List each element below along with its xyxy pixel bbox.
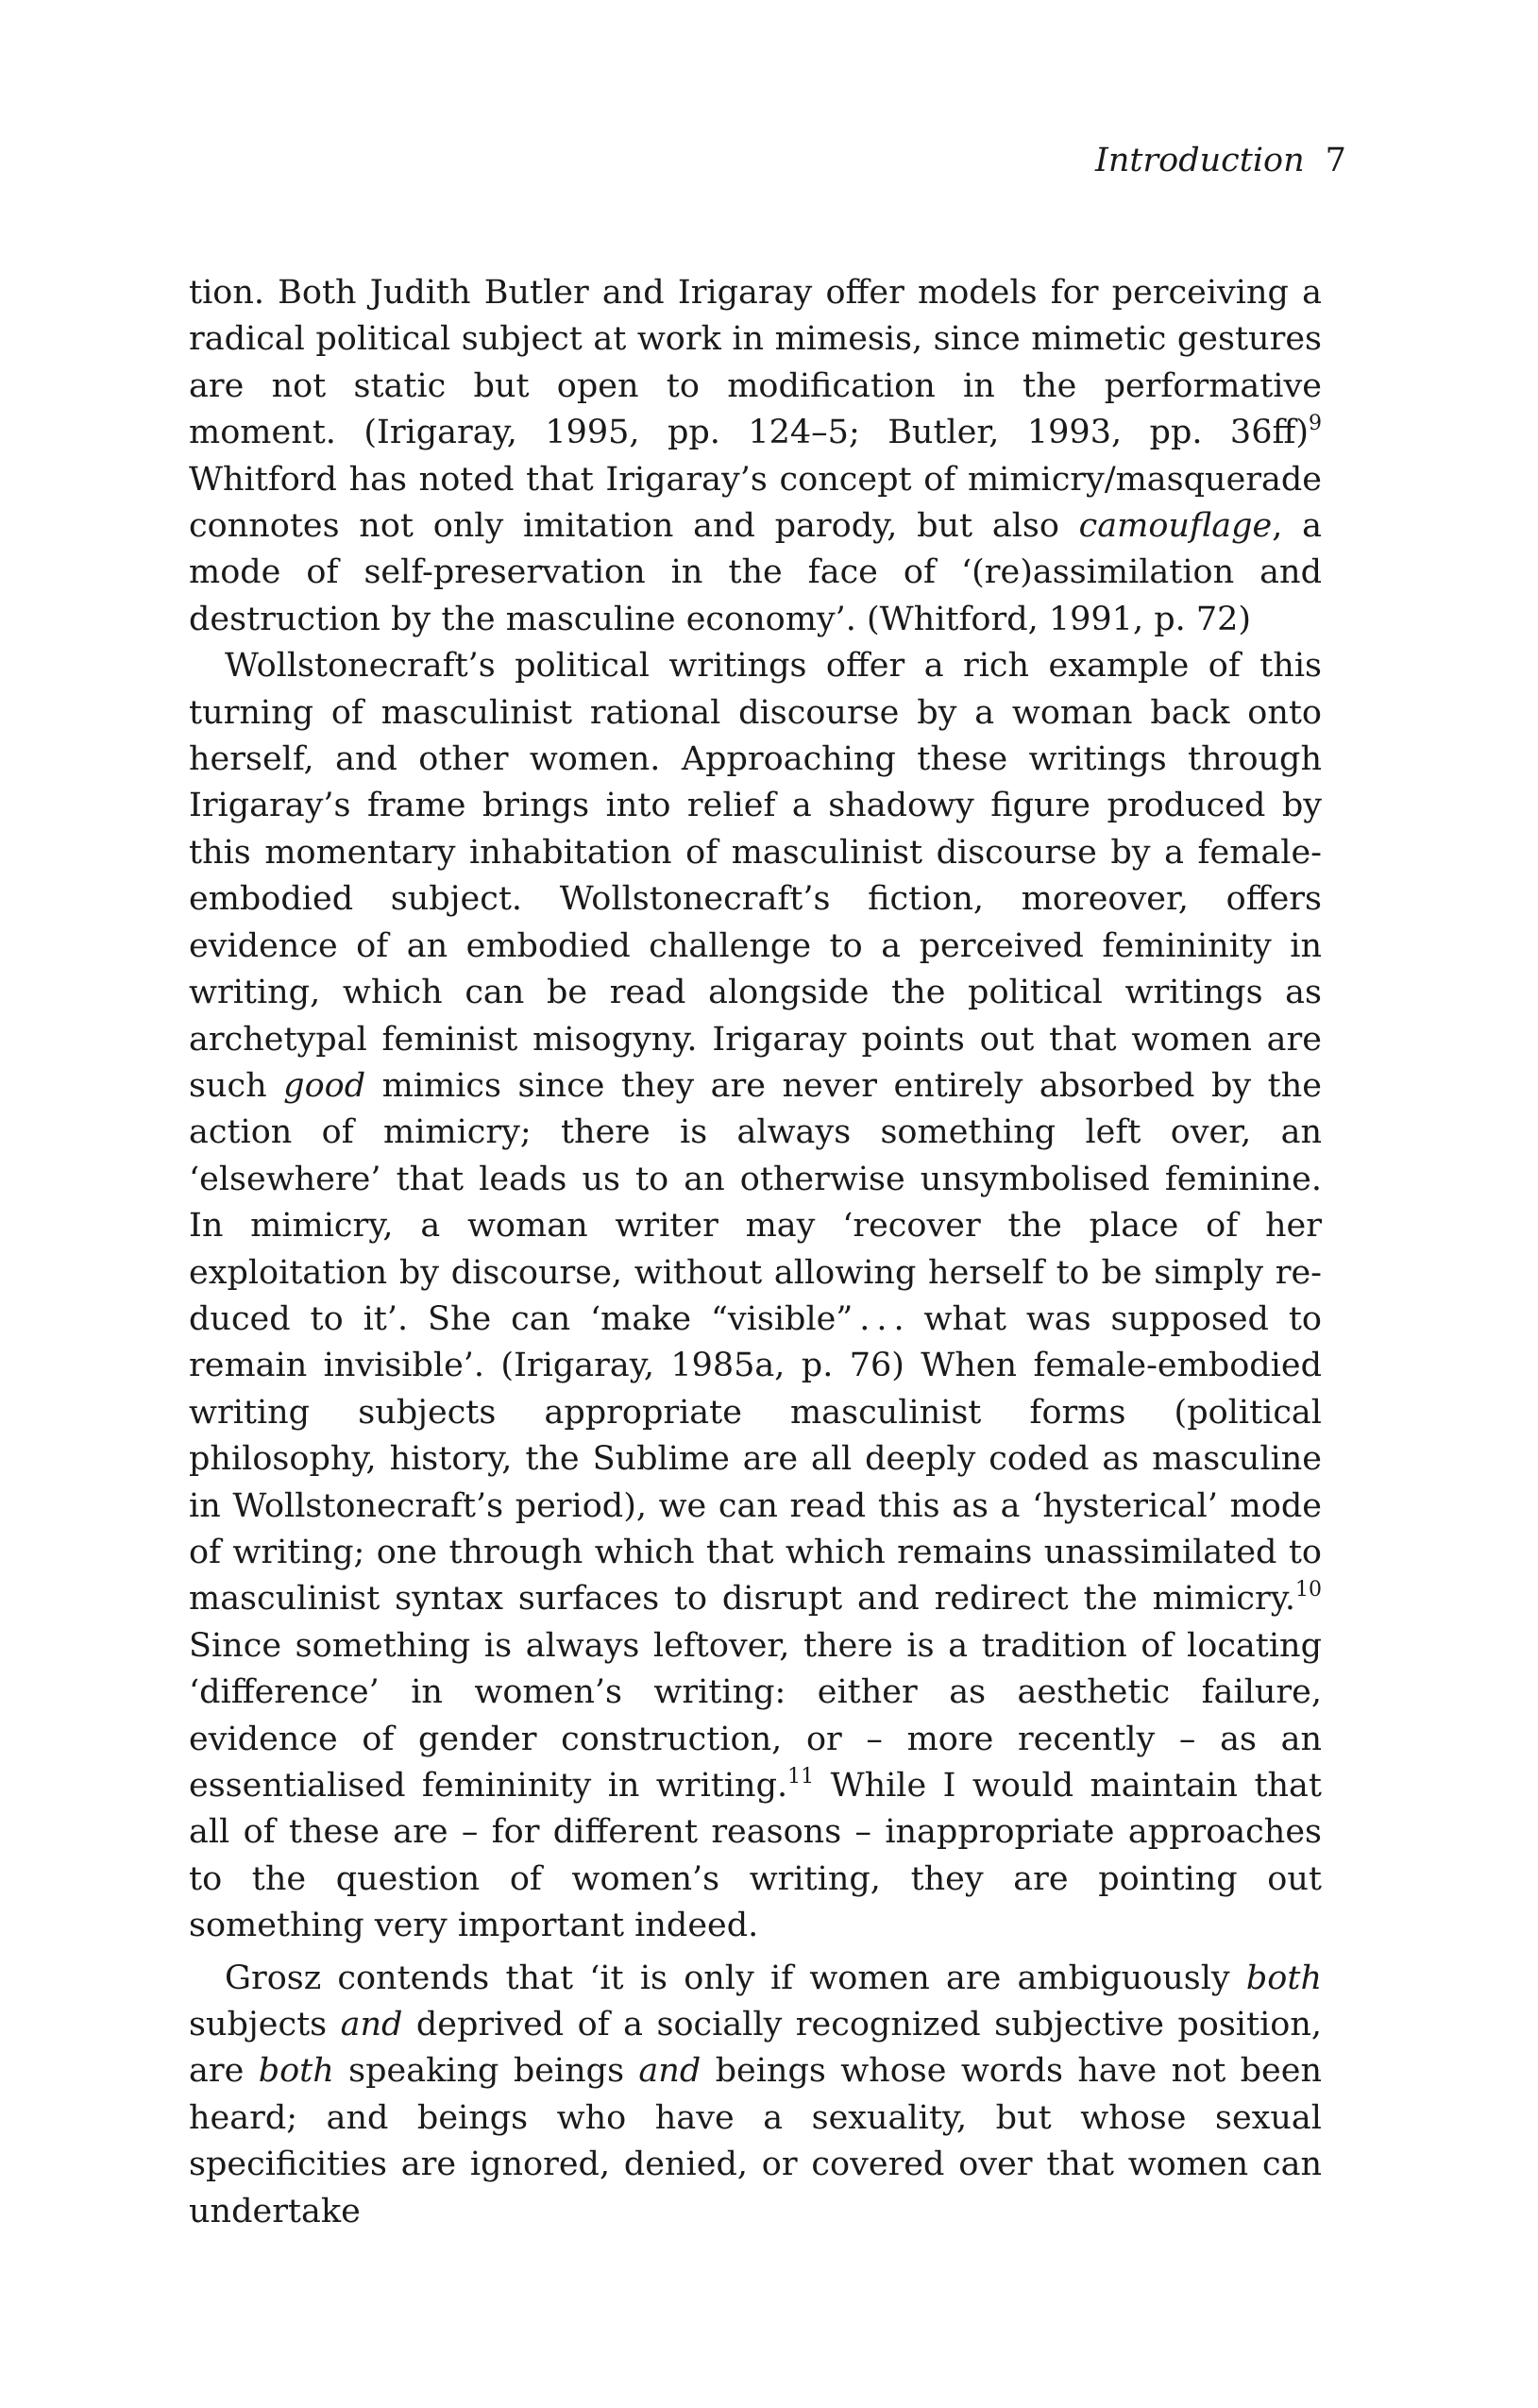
text-run: deprived of a socially recognized subjective position, are <box>189 2006 1323 2091</box>
text-run: While I would maintain that all of these are – for different reasons – inappropriate approaches to the question of women’s writing, they are pointing out something very important indeed. <box>189 1767 1322 1945</box>
italic-emphasis: both <box>1245 1959 1322 1997</box>
text-run: Wollstonecraft’s political writings offer a rich example of this turning of masculinist rational discourse by a woman back onto herself, and other women. Approaching these writings through Irigaray’s frame brings into relief a shadowy figure produced by this momentary inhabitation of masculinist discourse by a female-embodied subject. Wollstonecraft’s fiction, moreover, offers evidence of an embodied challenge to a perceived femininity in writing, which can be read alongside the political writings as archetypal feminist misogyny. Irigaray points out that women are such <box>189 647 1322 1105</box>
text-run: , a mode of self-preservation in the face of ‘(re)assimilation and destruction by the masculine economy’. (Whitford, 1991, p. 72) <box>189 507 1322 638</box>
page-number: 7 <box>1325 142 1346 179</box>
footnote-marker: 9 <box>1309 412 1322 436</box>
text-run: Grosz contends that ‘it is only if women are ambiguously <box>225 1959 1246 1997</box>
running-head-title: Introduction <box>1095 142 1305 179</box>
paragraph <box>189 1956 1322 2235</box>
text-run: mimics since they are never entirely absorbed by the action of mimicry; there is always something left over, an ‘elsewhere’ that leads us to an otherwise unsymbolised feminine. In mimicry, a woman writer may ‘recover the place of her exploitation by discourse, without allowing herself to be simply reduced to it’. She can ‘make “visible” . . . what was supposed to remain invisible’. (Irigaray, 1985a, p. 76) When female-embodied writing subjects appropriate masculinist forms (political philosophy, history, the Sublime are all deeply coded as masculine in Wollstonecraft’s period), we can read this as a ‘hysterical’ mode of writing; one through which that which remains unassimilated to masculinist syntax surfaces to disrupt and redirect the mimicry. <box>189 1066 1322 1619</box>
italic-emphasis: and <box>638 2052 701 2091</box>
text-run: beings whose words have not been heard; and beings who have a sexuality, but whose sexual specificities are ignored, denied, or covered over that women can undertake <box>189 2052 1323 2230</box>
paragraph <box>189 270 1322 643</box>
italic-emphasis: good <box>283 1066 366 1105</box>
running-head <box>1095 142 1346 179</box>
body-text <box>189 270 1322 2235</box>
italic-emphasis: both <box>258 2052 334 2091</box>
footnote-marker: 10 <box>1295 1578 1322 1603</box>
italic-emphasis: and <box>340 2006 403 2044</box>
italic-emphasis: camouflage <box>1078 507 1273 546</box>
text-run: Whitford has noted that Irigaray’s concept of mimicry/masquerade connotes not only imitation and parody, but also <box>189 460 1322 546</box>
text-run: tion. Both Judith Butler and Irigaray offer models for perceiving a radical political subject at work in mimesis, since mimetic gestures are not static but open to modification in the performative moment. (Irigaray, 1995, pp. 124–5; Butler, 1993, pp. 36ff) <box>189 274 1322 452</box>
paragraph <box>189 643 1322 1949</box>
text-run: subjects <box>189 2006 341 2044</box>
text-run: Since something is always leftover, there is a tradition of locating ‘difference’ in women’s writing: either as aesthetic failure, evidence of gender construction, or – more recently – as an essentialised femininity in writing. <box>189 1626 1322 1805</box>
footnote-marker: 11 <box>787 1765 815 1789</box>
text-run: speaking beings <box>333 2052 639 2091</box>
